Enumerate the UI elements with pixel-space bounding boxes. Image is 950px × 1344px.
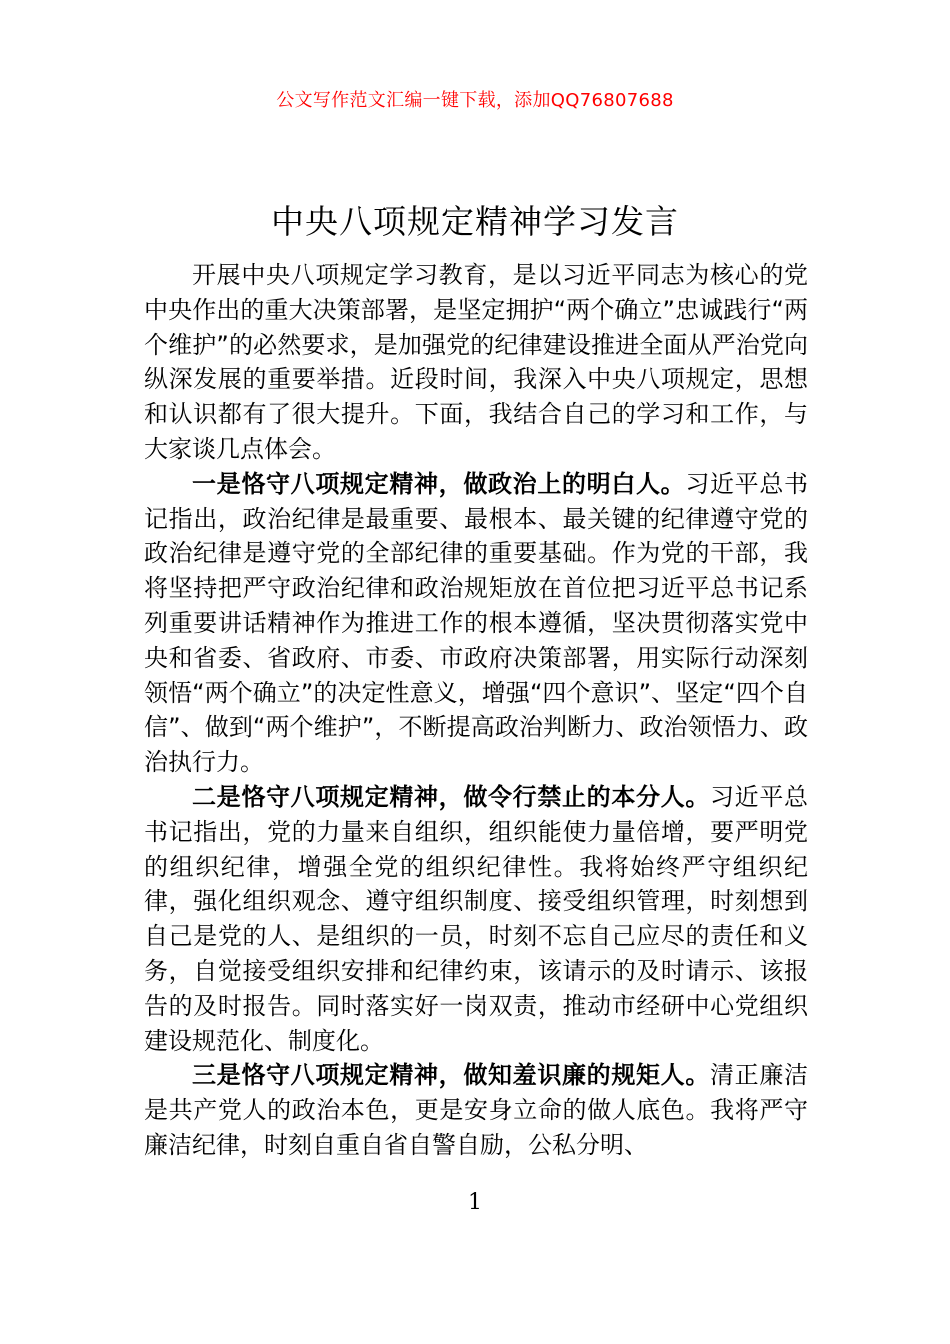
section-heading-3: 三是恪守八项规定精神，做知羞识廉的规矩人。	[192, 1061, 710, 1090]
intro-paragraph	[144, 258, 808, 467]
section-heading-1: 一是恪守八项规定精神，做政治上的明白人。	[192, 469, 686, 498]
page-title: 中央八项规定精神学习发言	[271, 202, 679, 242]
section-paragraph-1	[144, 467, 808, 780]
section-heading-2: 二是恪守八项规定精神，做令行禁止的本分人。	[192, 782, 710, 811]
section-paragraph-2	[144, 780, 808, 1058]
section-text-1: 习近平总书记指出，政治纪律是最重要、最根本、最关键的纪律遵守党的政治纪律是遵守党的全部纪律的重要基础。作为党的干部，我将坚持把严守政治纪律和政治规矩放在首位把习近平总书记系列重要讲话精神作为推进工作的根本遵循，坚决贯彻落实党中央和省委、省政府、市委、市政府决策部署，用实际行动深刻领悟“两个确立”的决定性意义，增强“四个意识”、坚定“四个自信”、做到“两个维护”，不断提高政治判断力、政治领悟力、政治执行力。	[144, 469, 809, 777]
section-paragraph-3	[144, 1058, 808, 1162]
intro-text: 开展中央八项规定学习教育，是以习近平同志为核心的党中央作出的重大决策部署，是坚定拥护“两个确立”忠诚践行“两个维护”的必然要求，是加强党的纪律建设推进全面从严治党向纵深发展的重要举措。近段时间，我深入中央八项规定，思想和认识都有了很大提升。下面，我结合自己的学习和工作，与大家谈几点体会。	[144, 261, 808, 463]
document-body	[144, 258, 808, 1163]
page-number: 1	[468, 1190, 482, 1215]
section-text-2: 习近平总书记指出，党的力量来自组织，组织能使力量倍增，要严明党的组织纪律，增强全党的组织纪律性。我将始终严守组织纪律，强化组织观念、遵守组织制度、接受组织管理，时刻想到自己是党的人、是组织的一员，时刻不忘自己应尽的责任和义务，自觉接受组织安排和纪律约束，该请示的及时请示、该报告的及时报告。同时落实好一岗双责，推动市经研中心党组织建设规范化、制度化。	[144, 782, 808, 1055]
header-download-note: 公文写作范文汇编一键下载，添加QQ76807688	[276, 90, 674, 111]
section-text-3: 清正廉洁是共产党人的政治本色，更是安身立命的做人底色。我将严守廉洁纪律，时刻自重自省自警自励，公私分明、	[144, 1061, 808, 1159]
